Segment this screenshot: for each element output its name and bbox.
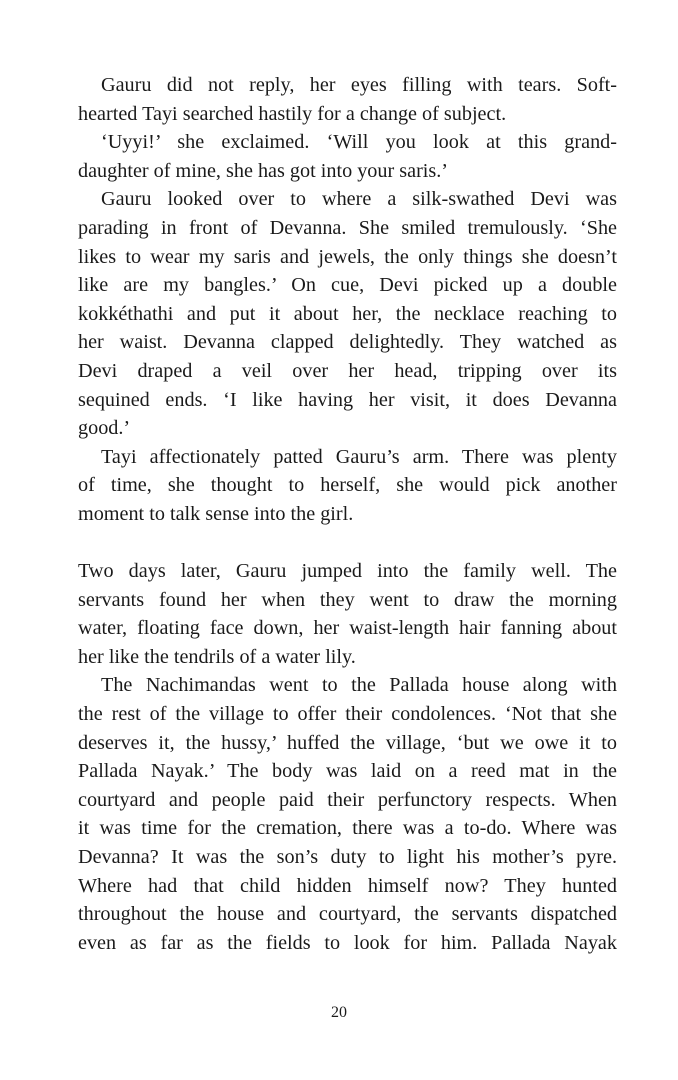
text-line: water, floating face down, her waist-length hair fanning about (78, 617, 617, 640)
text-line: ‘Uyyi!’ she exclaimed. ‘Will you look at this grand- (101, 131, 617, 154)
text-line: her like the tendrils of a water lily. (78, 645, 356, 668)
text-line: it was time for the cremation, there was a to-do. Where was (78, 817, 617, 840)
text-line: kokkéthathi and put it about her, the necklace reaching to (78, 302, 617, 325)
text-line: throughout the house and courtyard, the servants dispatched (78, 903, 617, 926)
text-line: courtyard and people paid their perfunctory respects. When (78, 788, 617, 811)
text-line: Tayi affectionately patted Gauru’s arm. There was plenty (101, 445, 617, 468)
text-line: of time, she thought to herself, she would pick another (78, 474, 617, 497)
text-line: likes to wear my saris and jewels, the only things she doesn’t (78, 245, 617, 268)
text-line: the rest of the village to offer their condolences. ‘Not that she (78, 703, 617, 726)
text-line: Two days later, Gauru jumped into the family well. The (78, 560, 617, 583)
paragraph (78, 557, 617, 671)
text-line: hearted Tayi searched hastily for a change of subject. (78, 102, 507, 125)
paragraph (78, 128, 617, 185)
page-number: 20 (331, 1004, 347, 1021)
paragraph (78, 671, 617, 957)
page-body (78, 71, 617, 957)
section-break (78, 529, 617, 558)
text-line: moment to talk sense into the girl. (78, 502, 354, 525)
text-line: sequined ends. ‘I like having her visit, it does Devanna (78, 388, 617, 411)
text-line: Pallada Nayak.’ The body was laid on a reed mat in the (78, 760, 617, 783)
text-line: daughter of mine, she has got into your saris.’ (78, 159, 449, 182)
text-line: like are my bangles.’ On cue, Devi picked up a double (78, 274, 617, 297)
paragraph (78, 185, 617, 442)
text-line: Gauru did not reply, her eyes filling with tears. Soft- (101, 74, 617, 96)
text-line: Devanna? It was the son’s duty to light his mother’s pyre. (78, 846, 617, 869)
text-line: deserves it, the hussy,’ huffed the village, ‘but we owe it to (78, 731, 617, 754)
paragraph (78, 443, 617, 529)
text-line: good.’ (78, 417, 131, 440)
text-line: Where had that child hidden himself now? They hunted (78, 874, 617, 897)
text-line: even as far as the fields to look for him. Pallada Nayak (78, 931, 617, 954)
paragraph (78, 71, 617, 128)
text-line: Devi draped a veil over her head, tripping over its (78, 359, 617, 382)
text-line: The Nachimandas went to the Pallada house along with (101, 674, 617, 697)
text-line: Gauru looked over to where a silk-swathed Devi was (101, 188, 617, 211)
text-line: parading in front of Devanna. She smiled tremulously. ‘She (78, 216, 617, 239)
text-line: her waist. Devanna clapped delightedly. They watched as (78, 331, 617, 354)
text-line: servants found her when they went to draw the morning (78, 588, 617, 611)
